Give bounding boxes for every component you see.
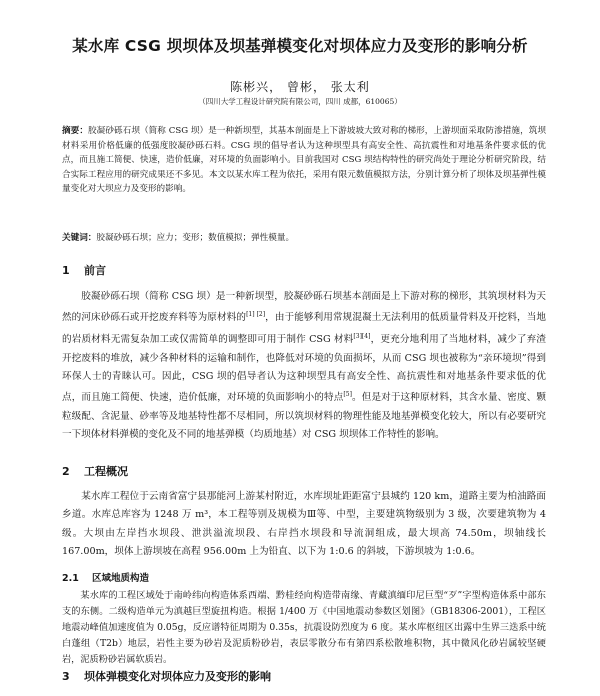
keywords-label: 关键词： <box>62 233 97 243</box>
subsection-heading-regional-geology <box>62 570 149 584</box>
paper-authors: 陈彬兴， 曾彬， 张太利 <box>230 80 370 94</box>
paper-affiliation: （四川大学工程设计研究院有限公司，四川 成都，610065） <box>198 97 402 106</box>
abstract-label: 摘要： <box>62 126 88 136</box>
section-number: 1 <box>62 264 70 277</box>
section-title: 坝体弹模变化对坝体应力及变形的影响 <box>84 670 271 683</box>
abstract <box>62 124 546 197</box>
text-run: ，更充分地利用了当地材料，减少了弃渣开挖废料的堆放，减少各种材料的运输和制作，也降低对环境的负面损坏，从而 CSG 坝也被称为“亲环境坝”得到环保人士的青睐认可。因此，CSG 坝的倡导者认为这种坝型具有高安全性、高抗震性和对地基条件要求低的优点，而且施工简便、快速，造价低廉，对环境的负面影响小的特点 <box>62 334 547 404</box>
citation: [1] [2] <box>246 311 266 319</box>
paragraph-project-overview: 某水库工程位于云南省富宁县那能河上游某村附近，水库坝址距距富宁县城约 120 km，道路主要为柏油路面乡道。水库总库容为 1248 万 m³，本工程等别及规模为Ⅲ等、中型，主要建筑物级别为 3 级，次要建筑物为 4 级。大坝由左岸挡水坝段、泄洪溢流坝段、右岸挡水坝段和导流洞组成，最大坝高 74.50m，坝轴线长 167.00m，坝体上游坝坡在高程 956.00m 上为铅直、以下为 1:0.6 的斜坡，下游坝坡为 1:0.6。 <box>62 491 546 558</box>
paper-title: 某水库 CSG 坝坝体及坝基弹模变化对坝体应力及变形的影响分析 <box>72 37 528 55</box>
citation: [5] <box>343 391 352 399</box>
section-heading-dam-modulus <box>62 668 271 684</box>
keywords <box>62 231 546 245</box>
section-title: 工程概况 <box>84 465 128 478</box>
section-title: 区域地质构造 <box>92 573 150 584</box>
text-run: ，由于能够利用常规混凝土无法利用的低质量骨料及开挖料，当地的岩质材料无需复杂加工或仅需简单的调整即可用于制作 CSG 材料 <box>62 312 546 346</box>
section-heading-project-overview <box>62 463 128 479</box>
abstract-text: 胶凝砂砾石坝（简称 CSG 坝）是一种新坝型，其基本剖面是上下游坡坡大致对称的梯形，上游坝面采取防渗措施，筑坝材料采用价格低廉的低强度胶凝砂砾石料。CSG 坝的倡导者认为这种坝型具有高安全性、高抗震性和对地基条件要求低的优点，而且施工简便、快速，造价低廉，对环境的负面影响小。目前我国对 CSG 坝结构特性的研究尚处于理论分析研究阶段，结合实际工程应用的研究成果还不多见。本文以某水库工程为依托，采用有限元数值模拟方法，分别计算分析了坝体及坝基弹性模量变化对大坝应力及变形的影响。 <box>62 126 546 195</box>
citation: [3][4] <box>353 333 371 340</box>
section-number: 2 <box>62 465 70 478</box>
section-title: 前言 <box>84 264 106 277</box>
paragraph-introduction <box>62 288 546 445</box>
section-heading-introduction <box>62 262 106 278</box>
keywords-text: 胶凝砂砾石坝；应力；变形；数值模拟；弹性模量。 <box>96 233 295 243</box>
section-number: 3 <box>62 670 70 683</box>
section-number: 2.1 <box>62 573 79 584</box>
text-run: 。但是对于这种原材料，其含水量、密度、颗粒级配、含泥量、砂率等及地基特性都不尽相同，所以筑坝材料的物理性能及地基弹模变化较大，所以有必要研究一下坝体材料弹模的变化及不同的地基弹模（均质地基）对 CSG 坝坝体工作特性的影响。 <box>62 392 547 441</box>
paragraph-regional-geology: 某水库的工程区域处于南岭纬向构造体系西端、黔桂经向构造带南缘、青藏滇缅印尼巨型“歹”字型构造体系中部东支的东侧。二级构造单元为滇越巨型旋扭构造。根据 1/400 万《中国地震动参数区划图》（GB18306-2001），工程区地震动峰值加速度值为 0.05g，反应谱特征周期为 0.35s，抗震设防烈度为 6 度。某水库枢纽区出露中生界三迭系中统白蓬组（T2b）地层，岩性主要为砂岩及泥质粉砂岩，表层零散分布有第四系松散堆积物，其中微风化砂岩属较坚硬岩，泥质粉砂岩属软质岩。 <box>62 590 546 665</box>
text-run: 胶凝砂砾石坝（简称 CSG 坝）是一种新坝型，胶凝砂砾石坝基本剖面是上下游对称的梯形，其筑坝材料为天然的河床砂砾石或开挖废弃料等为原材料的 <box>62 291 546 324</box>
